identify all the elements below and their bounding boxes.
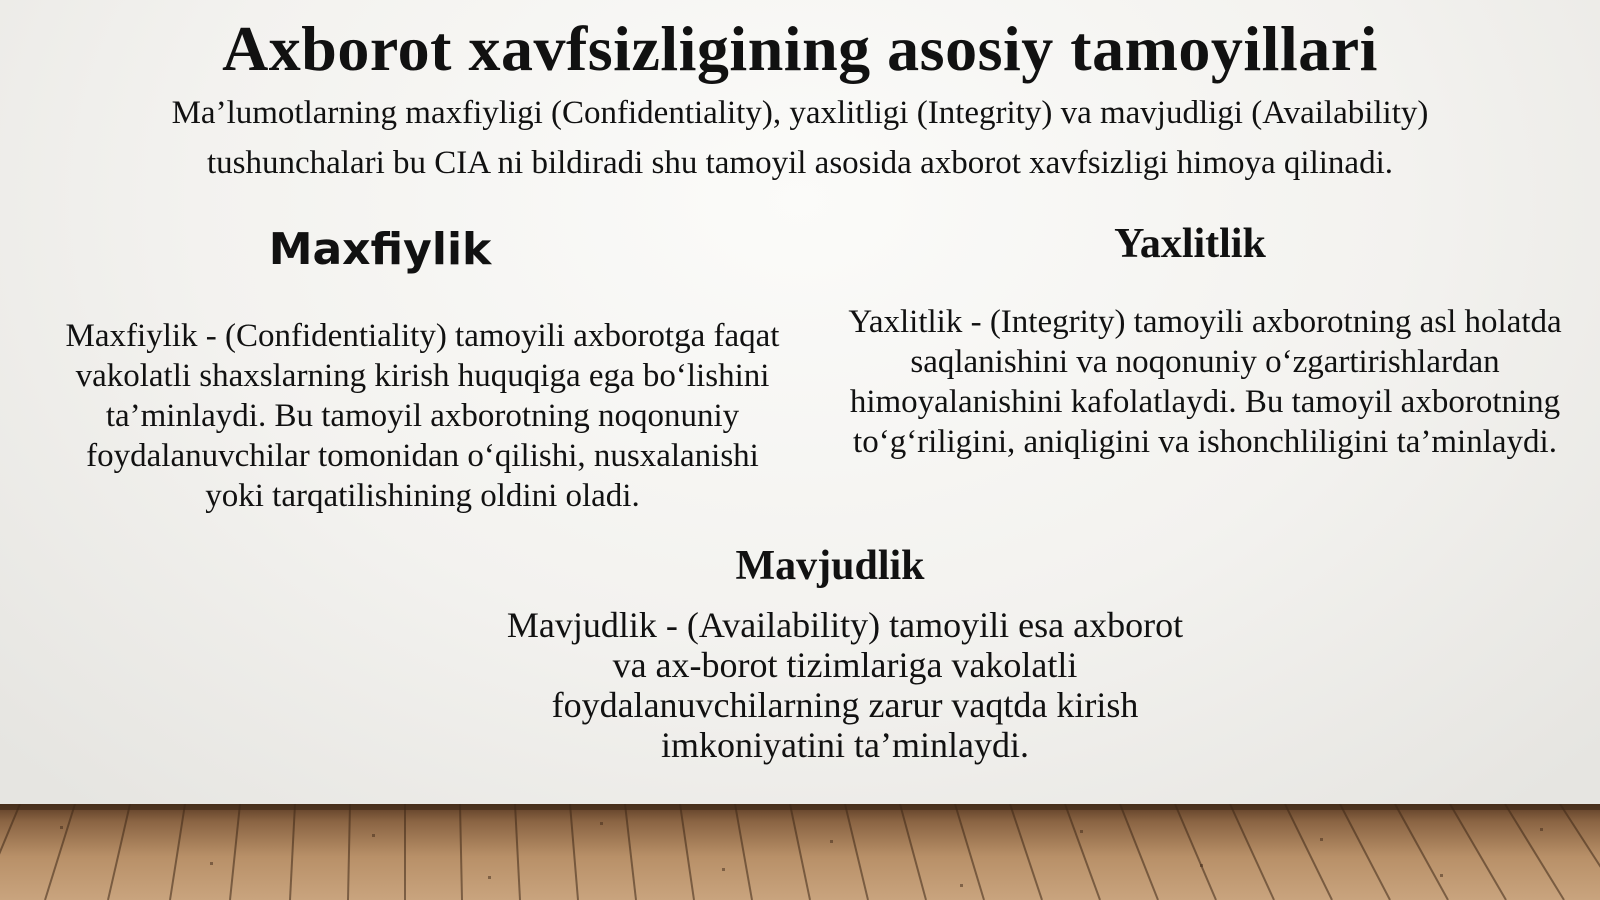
slide-subtitle: Ma’lumotlarning maxfiyligi (Confidentiality), yaxlitligi (Integrity) va mavjudligi (Availability) tushunchalari bu CIA ni bildiradi shu tamoyil asosida axborot xavfsizligi himoya qilinadi. (171, 95, 1429, 181)
wooden-floor-decoration (0, 804, 1600, 900)
availability-text: Mavjudlik - (Availability) tamoyili esa axborot va ax-borot tizimlariga vakolatli foydalanuvchilarning zarur vaqtda kirish imkoniyatini ta’minlaydi. (506, 605, 1184, 765)
availability-heading: Mavjudlik (735, 543, 925, 589)
confidentiality-heading: Maxfiylik (268, 224, 492, 275)
integrity-heading: Yaxlitlik (1114, 221, 1266, 267)
confidentiality-text: Maxfiylik - (Confidentiality) tamoyili axborotga faqat vakolatli shaxslarning kirish huquqiga ega bo‘lishini ta’minlaydi. Bu tamoyil axborotning noqonuniy foydalanuvchilar tomonidan o‘qilishi, nusxalanishi yoki tarqatilishining oldini oladi. (65, 318, 780, 514)
slide-title: Axborot xavfsizligining asosiy tamoyillari (222, 13, 1378, 84)
integrity-text: Yaxlitlik - (Integrity) tamoyili axborotning asl holatda saqlanishini va noqonuniy o‘zgartirishlardan himoyalanishini kafolatlaydi. Bu tamoyil axborotning to‘g‘riligini, aniqligini va ishonchliligini ta’minlaydi. (848, 304, 1562, 460)
